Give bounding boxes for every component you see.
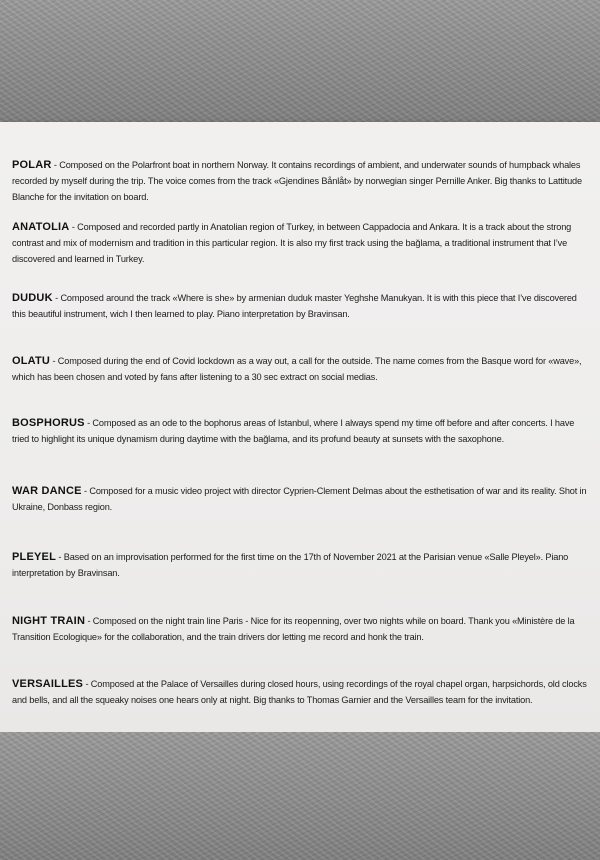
track-note-night-train — [12, 613, 588, 645]
track-description: - Composed around the track «Where is she» by armenian duduk master Yeghshe Manukyan. It is with this piece that I’ve discovered this beautiful instrument, wich I then learned to play. Piano interpretation by Bravinsan. — [12, 293, 577, 320]
track-description: - Composed for a music video project with director Cyprien-Clement Delmas about the esthetisation of war and its reality. Shot in Ukraine, Donbass region. — [12, 486, 587, 513]
track-title: NIGHT TRAIN — [12, 615, 86, 628]
track-description: - Composed as an ode to the bophorus areas of Istanbul, where I always spend my time off before and after concerts. I have tried to highlight its unique dynamism during daytime with the bağlama, and its profund beauty at sunsets with the saxophone. — [12, 418, 575, 445]
track-description: - Composed during the end of Covid lockdown as a way out, a call for the outside. The name comes from the Basque word for «wave», which has been chosen and voted by fans after listening to a 30 sec extract on social medias. — [12, 356, 582, 383]
track-title: PLEYEL — [12, 551, 56, 564]
track-description: - Composed on the Polarfront boat in northern Norway. It contains recordings of ambient, and underwater sounds of humpback whales recorded by myself during the trip. The voice comes from the track «Gjendines Bånlåt» by norwegian singer Pernille Anker. Big thanks to Lattitude Blanche for the invitation on board. — [12, 160, 582, 203]
track-title: WAR DANCE — [12, 485, 82, 498]
track-note-bosphorus — [12, 415, 588, 447]
track-title: OLATU — [12, 355, 51, 368]
track-note-versailles — [12, 676, 588, 708]
background-surface-top — [0, 0, 600, 122]
track-title: VERSAILLES — [12, 678, 84, 691]
track-note-war-dance — [12, 483, 588, 515]
track-note-olatu — [12, 353, 588, 385]
background-surface-bottom — [0, 732, 600, 860]
track-description: - Composed on the night train line Paris - Nice for its reopenning, over two nights while on board. Thank you «Ministère de la Transition Ecologique» for the collaboration, and the train drivers dor letting me record and honk the train. — [12, 616, 575, 643]
track-note-anatolia — [12, 219, 588, 267]
track-description: - Based on an improvisation performed for the first time on the 17th of November 2021 at the Parisian venue «Salle Pleyel». Piano interpretation by Bravinsan. — [12, 552, 569, 579]
liner-notes-sheet — [0, 122, 600, 732]
track-title: POLAR — [12, 159, 52, 172]
track-title: BOSPHORUS — [12, 417, 85, 430]
track-title: DUDUK — [12, 292, 53, 305]
track-note-pleyel — [12, 549, 588, 581]
track-description: - Composed at the Palace of Versailles during closed hours, using recordings of the royal chapel organ, harpsichords, old clocks and bells, and all the squeaky noises one hears only at night. Big thanks to Thomas Garnier and the Versailles team for the invitation. — [12, 679, 587, 706]
track-note-duduk — [12, 290, 588, 322]
track-title: ANATOLIA — [12, 221, 70, 234]
track-description: - Composed and recorded partly in Anatolian region of Turkey, in between Cappadocia and Ankara. It is a track about the strong contrast and mix of modernism and tradition in this particular region. It is also my first track using the bağlama, a traditional instrument that I’ve discovered and learned in Turkey. — [12, 222, 572, 265]
track-note-polar — [12, 157, 588, 205]
